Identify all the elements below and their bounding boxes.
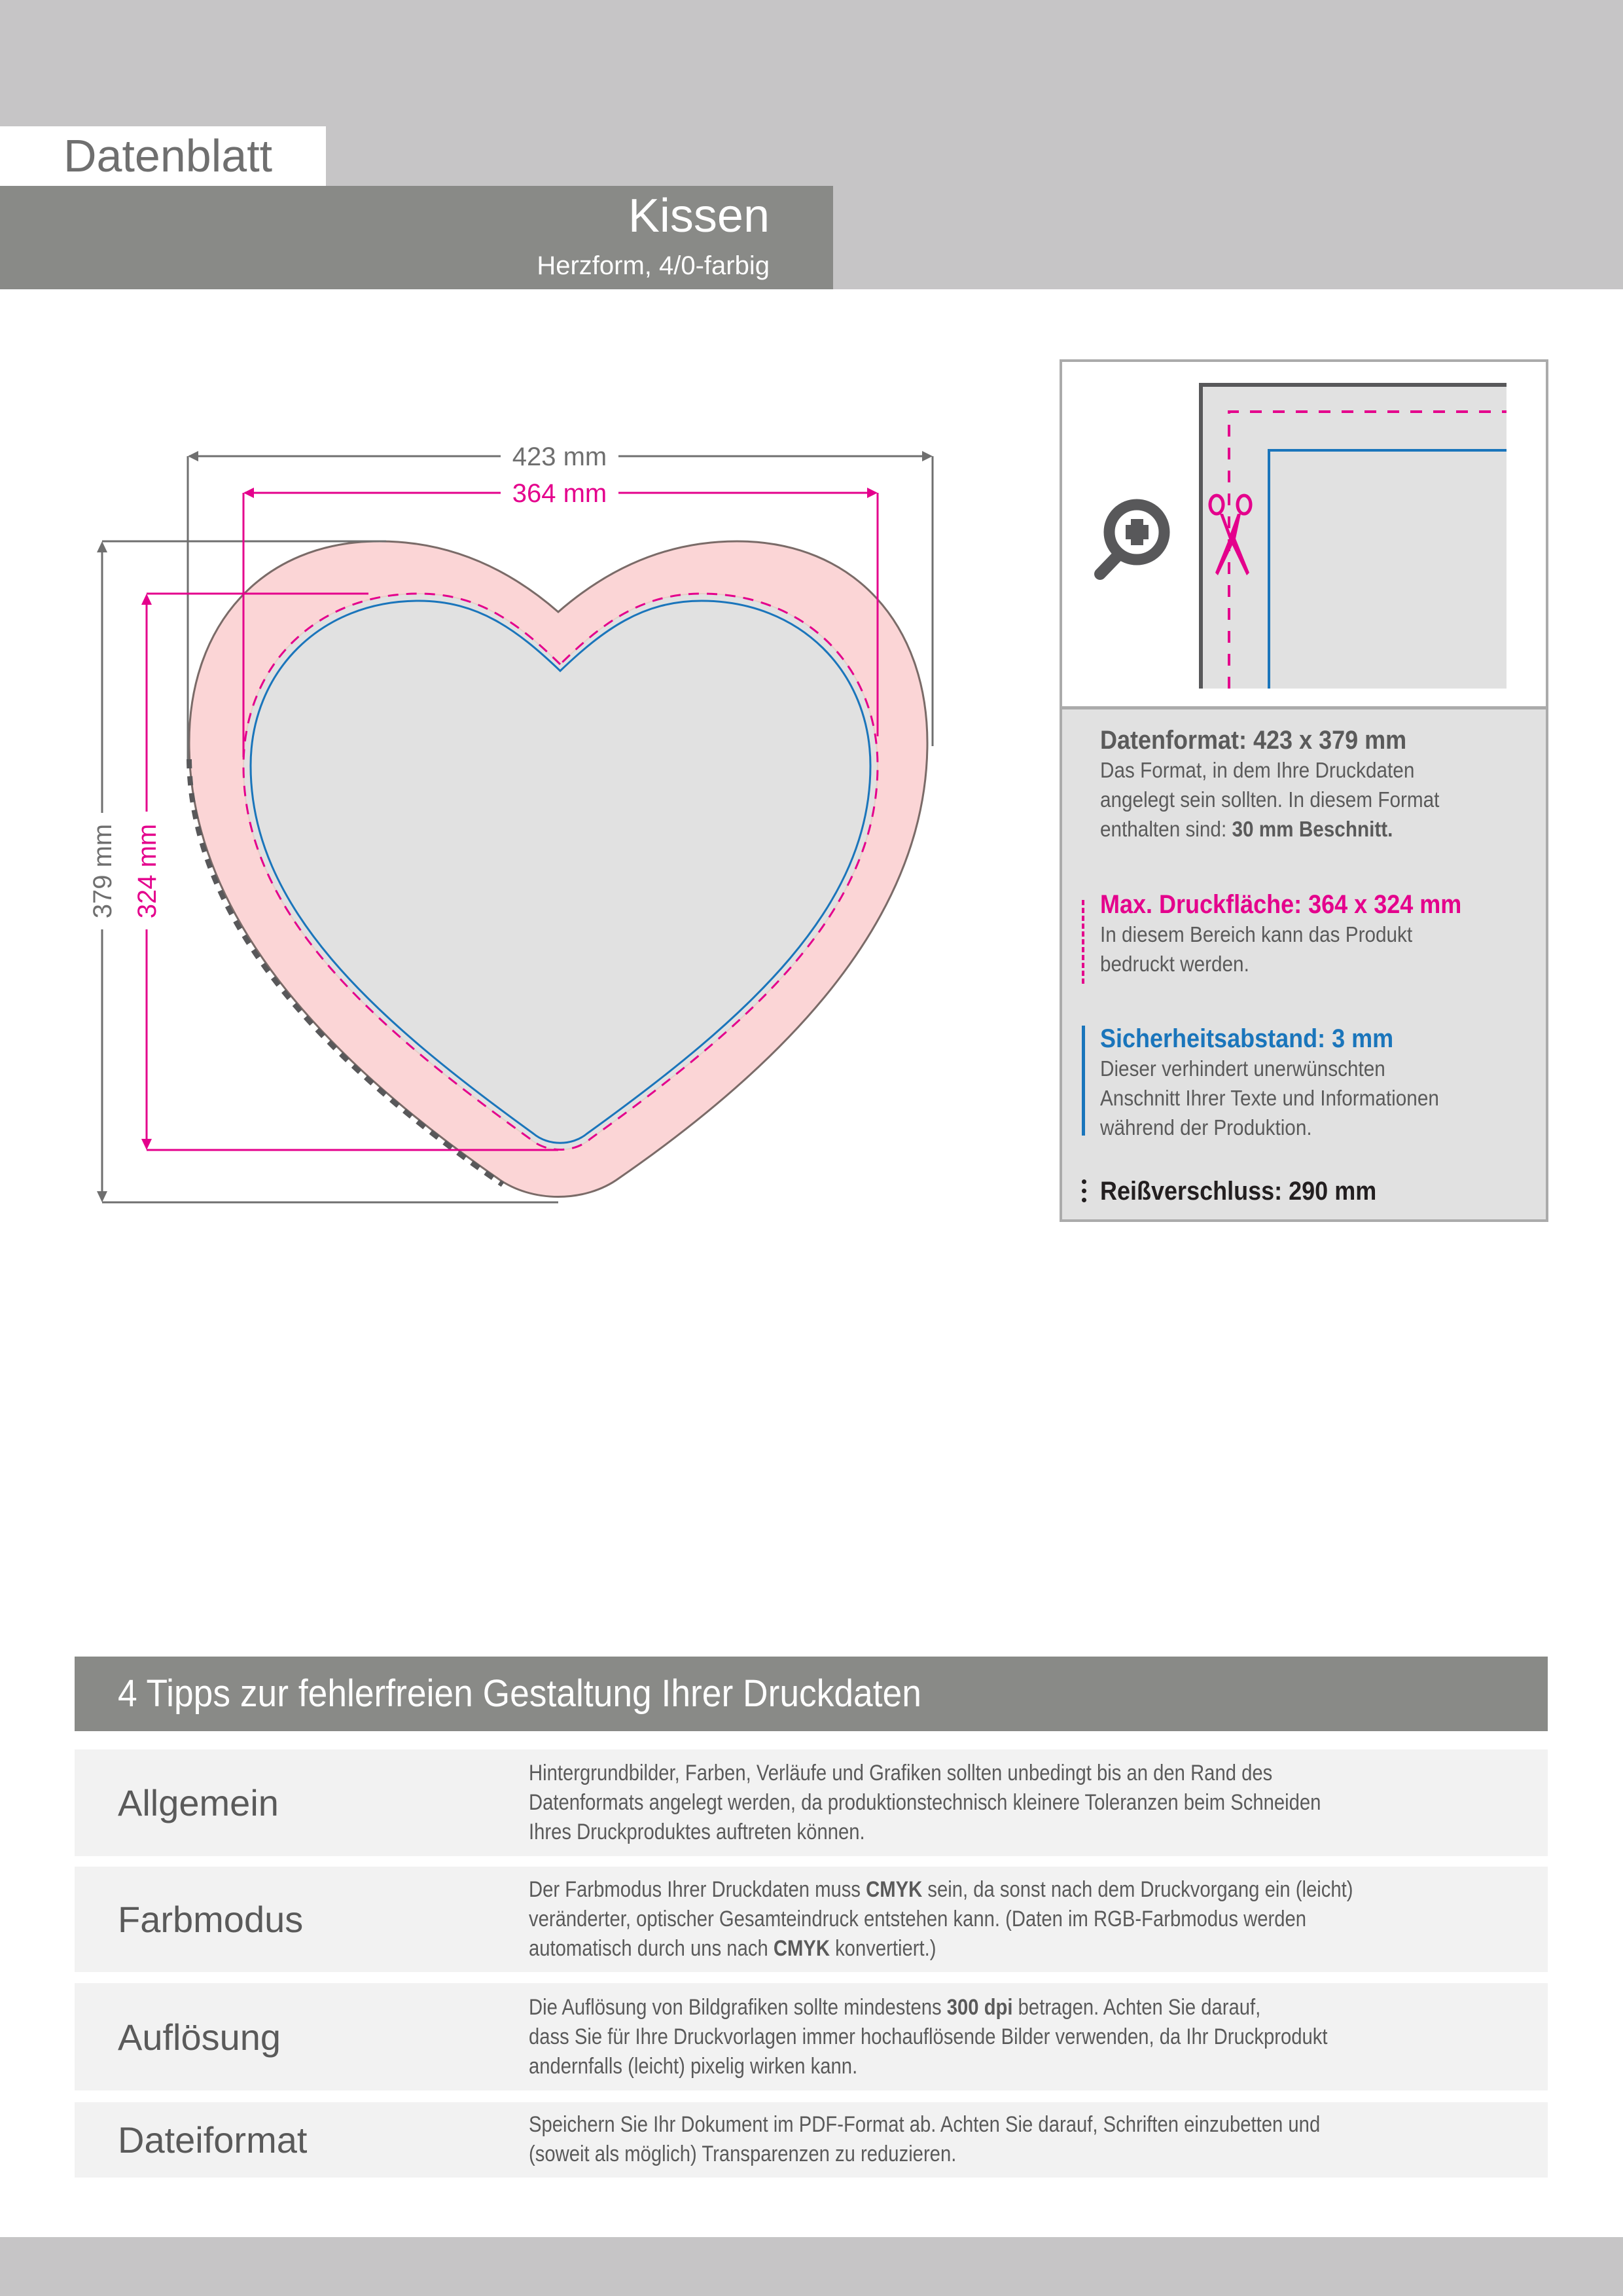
tip-line-part: betragen. Achten Sie darauf, (1012, 1995, 1261, 2020)
tip-text (529, 1993, 1328, 2081)
tip-text (529, 2110, 1320, 2169)
footer-band (0, 2237, 1623, 2296)
tips-title: 4 Tipps zur fehlerfreien Gestaltung Ihrer Druckdaten (118, 1672, 921, 1715)
tip-line-part: sein, da sonst nach dem Druckvorgang ein (leicht) (922, 1877, 1353, 1902)
tip-line (529, 1934, 1353, 1964)
tip-line-part: automatisch durch uns nach (529, 1936, 774, 1961)
tip-line-bold: CMYK (773, 1936, 830, 1961)
sicherheit-line: Anschnitt Ihrer Texte und Informationen (1100, 1086, 1439, 1110)
datenformat-block (1100, 725, 1545, 844)
tip-line-bold: 300 dpi (946, 1995, 1013, 2020)
tip-label: Farbmodus (118, 1899, 304, 1940)
height-print-label: 324 mm (133, 823, 162, 919)
datenformat-line: angelegt sein sollten. In diesem Format (1100, 787, 1440, 812)
druckflaeche-title: Max. Druckfläche: 364 x 324 mm (1100, 890, 1462, 919)
preview-page (1199, 383, 1507, 689)
tip-line-part: Der Farbmodus Ihrer Druckdaten muss (529, 1877, 866, 1902)
tip-text (529, 1759, 1321, 1847)
product-title: Kissen (628, 190, 770, 242)
datenformat-title: Datenformat: 423 x 379 mm (1100, 726, 1407, 755)
width-total-label: 423 mm (512, 442, 607, 471)
tip-row-farbmodus (75, 1867, 1548, 1972)
druckflaeche-line: bedruckt werden. (1100, 952, 1249, 976)
info-panel (1060, 359, 1548, 1222)
tip-line-part: Die Auflösung von Bildgrafiken sollte mindestens (529, 1995, 947, 2020)
info-panel-preview (1062, 362, 1546, 709)
datenformat-line (1100, 814, 1501, 844)
tip-line: (soweit als möglich) Transparenzen zu reduzieren. (529, 2142, 957, 2166)
tip-line: veränderter, optischer Gesamteindruck entstehen kann. (Daten im RGB-Farbmodus werden (529, 1907, 1307, 1931)
tip-line: Speichern Sie Ihr Dokument im PDF-Format ab. Achten Sie darauf, Schriften einzubetten und (529, 2112, 1321, 2137)
tip-line (529, 1875, 1353, 1905)
print-area-marker (1082, 900, 1084, 984)
tip-label: Auflösung (118, 2016, 281, 2058)
zipper-marker (1082, 1179, 1086, 1202)
tip-line-bold: CMYK (866, 1877, 923, 1902)
tip-row-dateiformat (75, 2102, 1548, 2178)
tips-header (75, 1657, 1548, 1731)
height-total-label: 379 mm (88, 823, 117, 919)
tip-line: Ihres Druckproduktes auftreten können. (529, 1820, 865, 1844)
heart-diagram (0, 393, 1021, 1244)
druckflaeche-line: In diesem Bereich kann das Produkt (1100, 922, 1413, 946)
heart-print-area (243, 594, 878, 1150)
tip-label: Allgemein (118, 1782, 279, 1823)
product-subtitle: Herzform, 4/0-farbig (537, 251, 770, 280)
safety-marker (1082, 1026, 1085, 1136)
tip-line: andernfalls (leicht) pixelig wirken kann. (529, 2054, 858, 2079)
tip-label: Dateiformat (118, 2119, 308, 2161)
zipper-block (1100, 1176, 1545, 1206)
tip-line (529, 1993, 1328, 2022)
sicherheit-line: während der Produktion. (1100, 1115, 1312, 1139)
tip-row-aufloesung (75, 1983, 1548, 2090)
zipper-title: Reißverschluss: 290 mm (1100, 1177, 1377, 1206)
sicherheit-block (1100, 1024, 1545, 1142)
width-print-label: 364 mm (512, 479, 607, 508)
tip-line-part: konvertiert.) (829, 1936, 936, 1961)
tip-line: dass Sie für Ihre Druckvorlagen immer hochauflösende Bilder verwenden, da Ihr Druckprodukt (529, 2024, 1328, 2049)
datenformat-line: Das Format, in dem Ihre Druckdaten (1100, 758, 1415, 782)
tip-row-allgemein (75, 1749, 1548, 1856)
bleed-preview (1062, 362, 1546, 706)
tip-text (529, 1875, 1353, 1964)
zoom-in-icon (1100, 505, 1164, 574)
datenformat-line3-text: enthalten sind: (1100, 817, 1232, 841)
doc-type-label: Datenblatt (63, 130, 273, 181)
sicherheit-line: Dieser verhindert unerwünschten (1100, 1056, 1385, 1081)
druckflaeche-block (1100, 889, 1545, 978)
tip-line: Hintergrundbilder, Farben, Verläufe und Grafiken sollten unbedingt bis an den Rand des (529, 1761, 1273, 1785)
bleed-amount: 30 mm Beschnitt. (1232, 817, 1393, 841)
sicherheit-title: Sicherheitsabstand: 3 mm (1100, 1024, 1394, 1053)
tip-line: Datenformats angelegt werden, da produktionstechnisch kleinere Toleranzen beim Schneiden (529, 1790, 1321, 1815)
